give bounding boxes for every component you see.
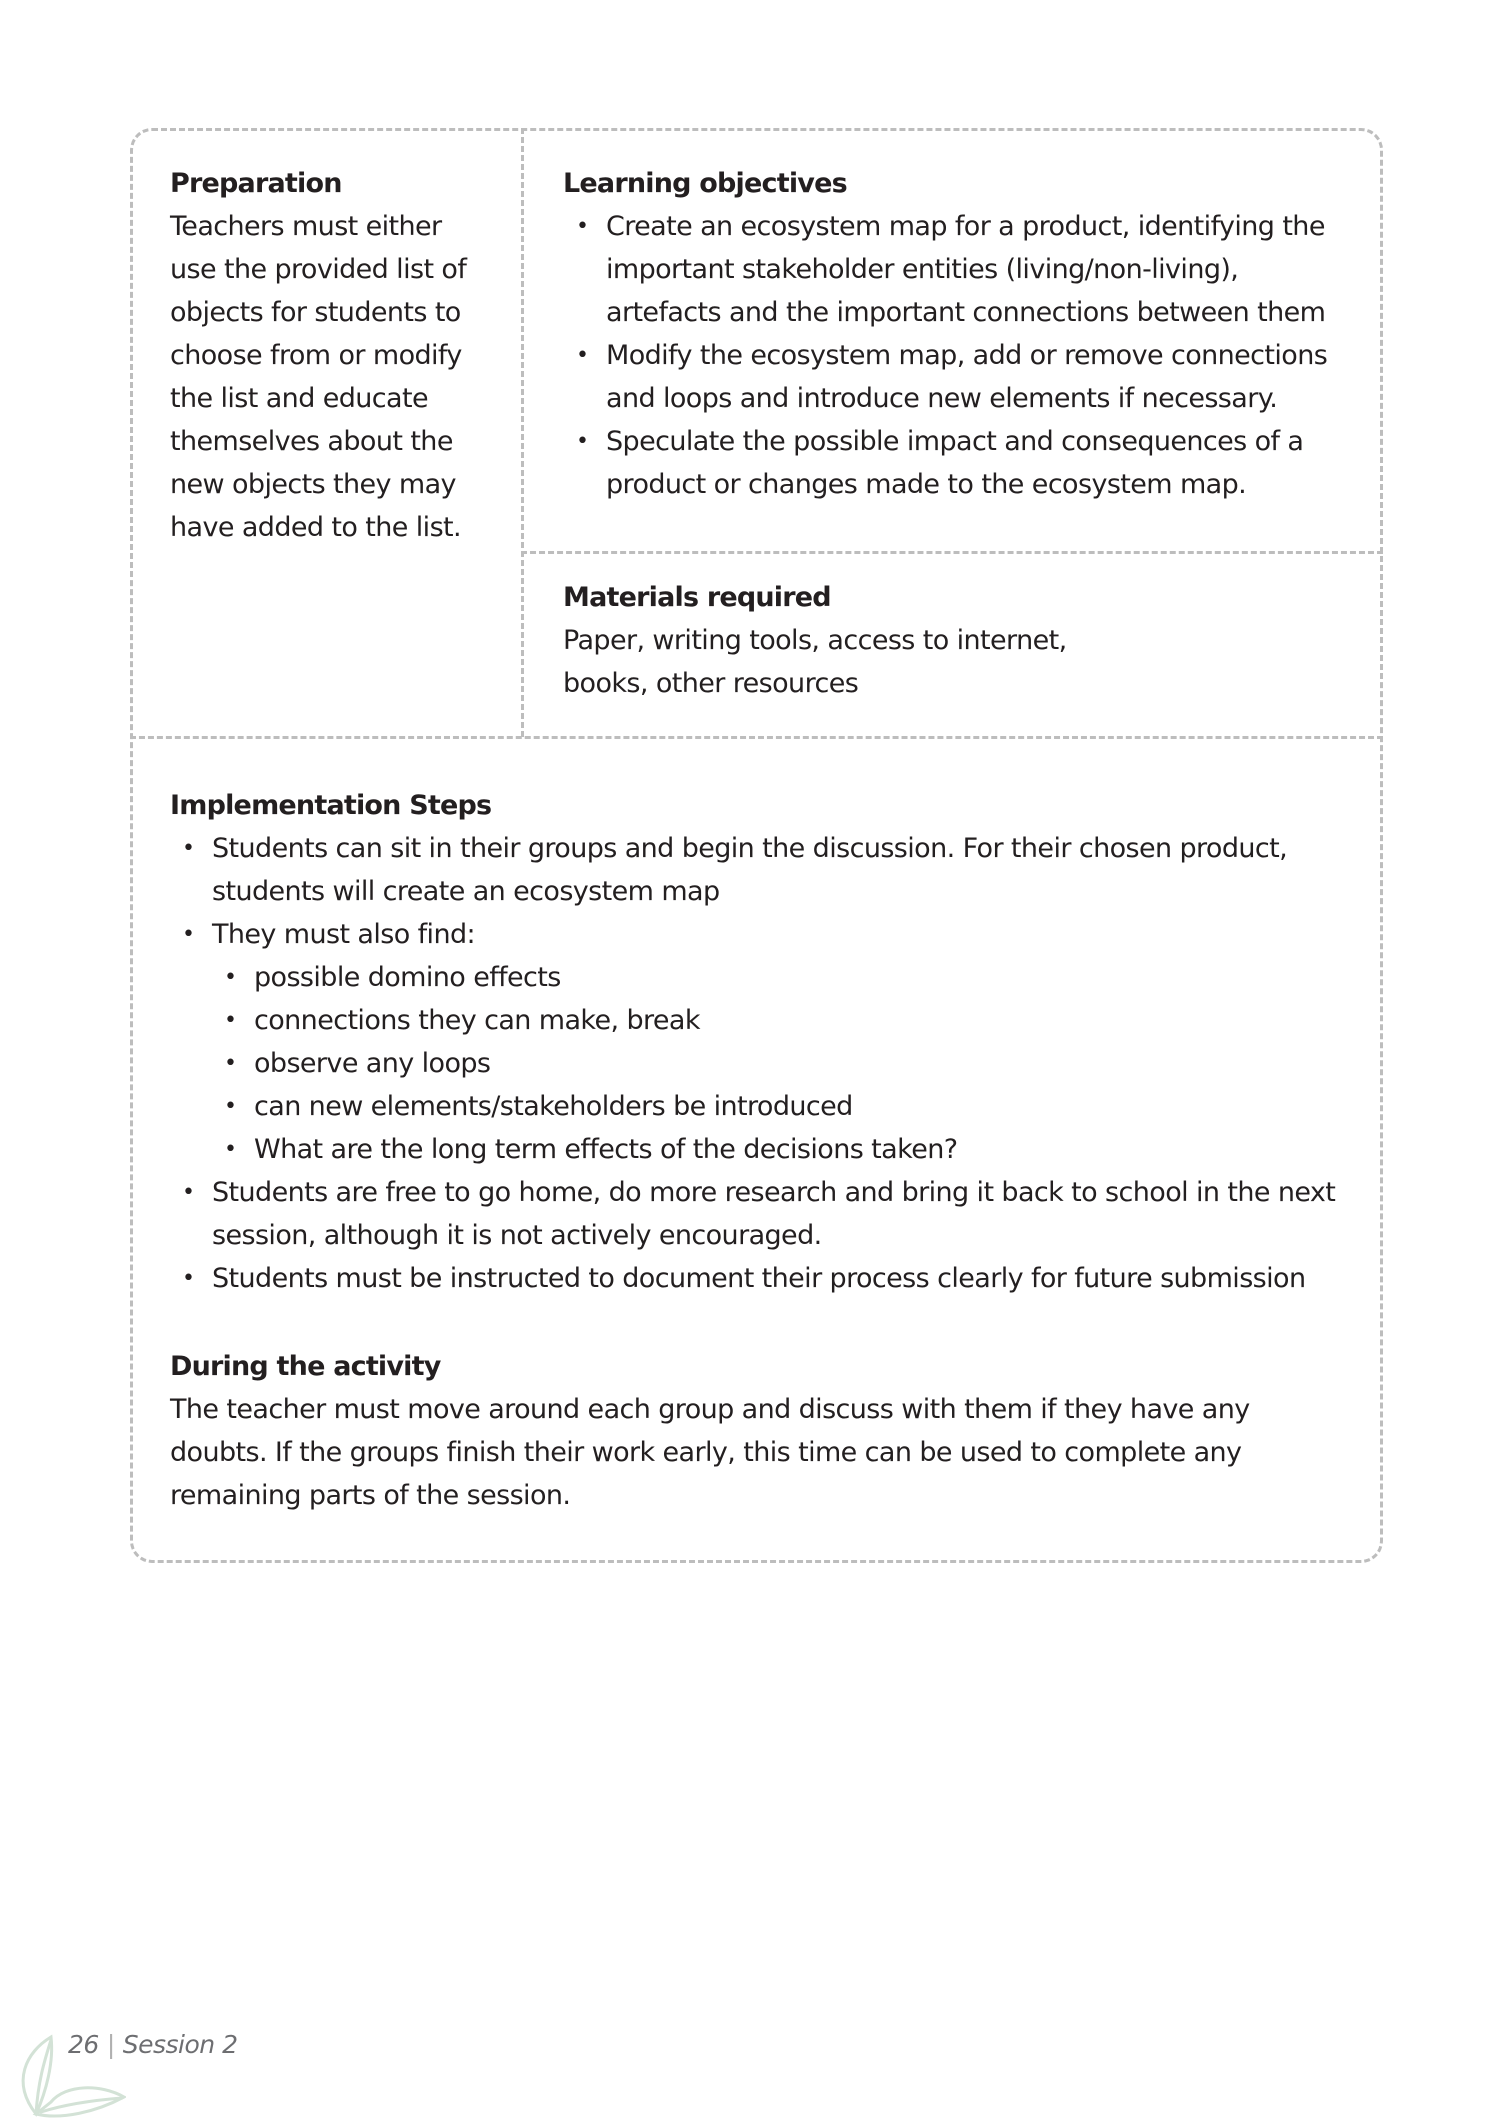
materials-divider [521,551,1383,554]
list-item: • Speculate the possible impact and consequences of a product or changes made to the ecosystem map. [606,420,1353,506]
sub-list-item: • observe any loops [254,1042,1360,1085]
learning-objectives-list [563,205,1353,506]
during-activity-heading: During the activity [170,1351,441,1382]
list-item: • Create an ecosystem map for a product, identifying the important stakeholder entities (living/non-living), artefacts and the important connections between them [606,205,1353,334]
implementation-heading: Implementation Steps [170,790,492,821]
preparation-line: objects for students to [170,297,461,328]
preparation-heading: Preparation [170,168,342,199]
sub-list-item: • can new elements/stakeholders be introduced [254,1085,1360,1128]
sub-list-item: • connections they can make, break [254,999,1360,1042]
section-label: Session 2 [122,2030,238,2059]
materials-heading: Materials required [563,582,831,613]
materials-text: Paper, writing tools, access to internet, books, other resources [563,625,1067,699]
preparation-line: the list and educate [170,383,428,414]
list-item: • Students are free to go home, do more research and bring it back to school in the next session, although it is not actively encouraged. [212,1171,1342,1257]
sub-list-item: • What are the long term effects of the decisions taken? [254,1128,1360,1171]
page-footer [68,2030,238,2059]
preparation-line: choose from or modify [170,340,462,371]
during-activity-text: The teacher must move around each group and discuss with them if they have any doubts. If the groups finish their work early, this time can be used to complete any remaining parts of the session. [170,1394,1250,1511]
preparation-section [170,162,500,549]
list-item: • Students must be instructed to document their process clearly for future submission [212,1257,1362,1300]
footer-separator: | [106,2030,115,2059]
learning-objectives-section [563,162,1353,506]
list-item: • Modify the ecosystem map, add or remove connections and loops and introduce new elements if necessary. [606,334,1353,420]
implementation-list [170,827,1360,1300]
implementation-sublist [212,956,1360,1171]
learning-objectives-heading: Learning objectives [563,168,847,199]
section-divider [130,736,1383,739]
sub-list-item: • possible domino effects [254,956,1360,999]
list-item-text: They must also find: [212,919,475,950]
preparation-line: Teachers must either [170,211,442,242]
implementation-section [170,784,1360,1300]
preparation-line: have added to the list. [170,512,462,543]
preparation-line: new objects they may [170,469,456,500]
during-activity-section [170,1345,1320,1517]
page-number: 26 [68,2030,99,2059]
list-item: • Students can sit in their groups and begin the discussion. For their chosen product, students will create an ecosystem map [212,827,1332,913]
preparation-line: themselves about the [170,426,453,457]
column-divider [521,128,524,737]
materials-section [563,576,1353,705]
preparation-line: use the provided list of [170,254,467,285]
list-item [212,913,1360,1171]
